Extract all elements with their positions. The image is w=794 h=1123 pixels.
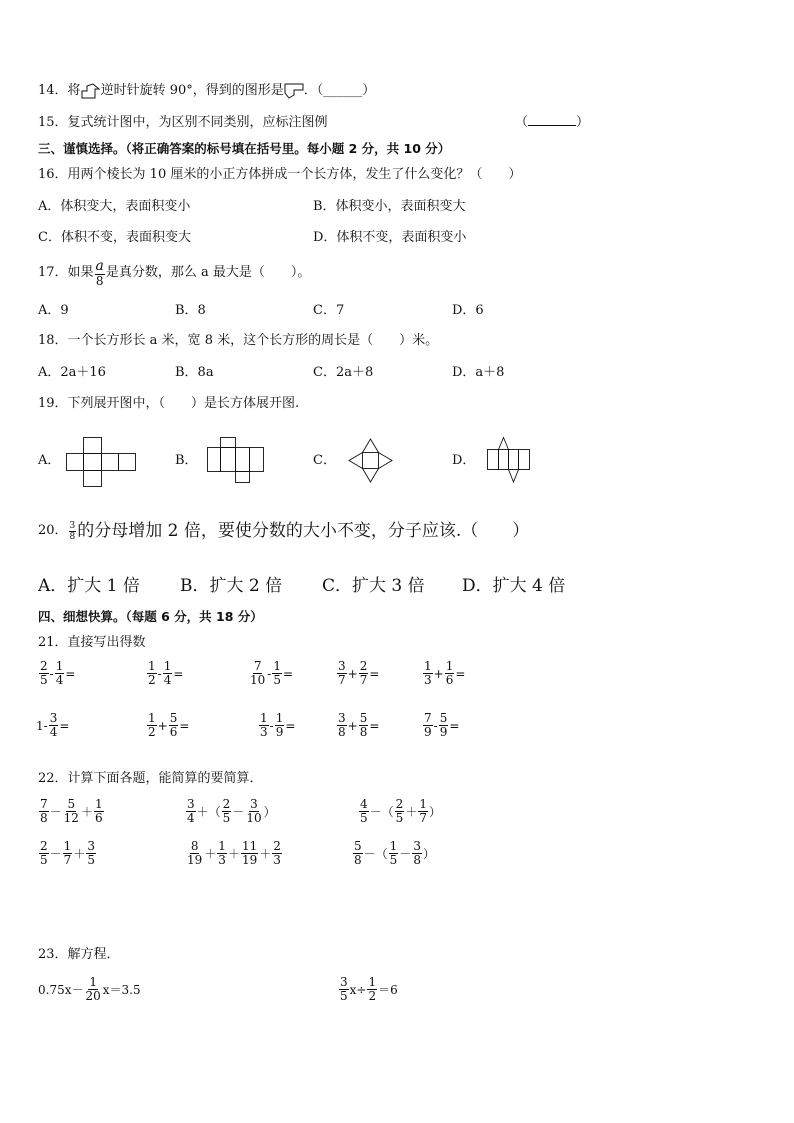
net-d-figure [487, 437, 533, 485]
fraction: $\frac{1}{6}$ [445, 659, 454, 687]
option-20-c: C．扩大 3 倍 [322, 576, 425, 596]
oral-calc-1-4: 3 7 + $\frac{2}{7}$ = [338, 659, 380, 687]
option-16-b: B．体积变小，表面积变大 [313, 199, 466, 214]
fraction: $\frac{5}{8}$ [359, 711, 368, 739]
question-21: 21．直接写出得数 [38, 635, 146, 650]
oral-calc-1-1: 2 5 - $\frac{1}{4}$ = [40, 659, 76, 687]
oral-calc-1-5: 1 3 + $\frac{1}{6}$ = [424, 659, 466, 687]
fraction: 4 5 [360, 797, 368, 825]
option-19-a: A． [38, 453, 61, 468]
calc-expr-2: 3 4 ＋ （ 2 5 － 3 10 ） [187, 797, 276, 825]
calc-expr-1: 7 8 － 5 12 ＋ 1 6 [40, 797, 103, 825]
oral-calc-2-5: 7 9 - $\frac{5}{9}$ = [424, 711, 460, 739]
rotate-shape-original-icon [81, 83, 101, 99]
fraction: 2 3 [273, 839, 281, 867]
calc-expr-6: 5 8 － （ 1 5 － 3 8 ） [354, 839, 435, 867]
fraction: 1 7 [419, 797, 427, 825]
question-23: 23．解方程． [38, 947, 120, 962]
option-16-a: A．体积变大，表面积变小 [38, 199, 191, 214]
question-22: 22．计算下面各题，能简算的要简算． [38, 771, 263, 786]
fraction: 5 12 [63, 797, 79, 825]
question-14: 14．将 逆时针旋转 90°，得到的图形是 ．（______） [38, 83, 376, 98]
fraction: 1 3 [424, 659, 432, 687]
fraction: 2 5 [395, 797, 404, 825]
net-b-figure [207, 437, 267, 485]
oral-calc-2-2: 1 2 + $\frac{5}{6}$ = [148, 711, 190, 739]
fraction: $\frac{1}{9}$ [275, 711, 284, 739]
fraction: 2 5 [40, 839, 48, 867]
option-18-b: B．8a [175, 365, 214, 380]
fraction: 1 6 [94, 797, 103, 825]
oral-calc-2-4: 3 8 + $\frac{5}{8}$ = [338, 711, 380, 739]
calc-expr-4: 2 5 － 1 7 ＋ 3 5 [40, 839, 95, 867]
rotate-shape-result-icon [284, 83, 304, 99]
question-19: 19．下列展开图中，（ ）是长方体展开图. [38, 396, 300, 411]
option-16-c: C．体积不变，表面积变大 [38, 230, 191, 245]
fraction: 1 2 [148, 711, 156, 739]
fraction-3-over-8: 3 8 [69, 520, 76, 542]
fraction: 3 8 [413, 839, 421, 867]
net-c-figure [348, 438, 394, 484]
option-19-b: B． [175, 453, 198, 468]
oral-calc-1-3: 7 10 - $\frac{1}{5}$ = [250, 659, 294, 687]
fraction: 1 2 [148, 659, 156, 687]
question-16: 16．用两个棱长为 10 厘米的小正方体拼成一个长方体，发生了什么变化？（ ） [38, 167, 522, 182]
fraction: 3 8 [338, 711, 346, 739]
question-17: 17．如果 a 8 是真分数，那么 a 最大是（ ）。 [38, 257, 311, 288]
fraction: 1 7 [63, 839, 72, 867]
option-20-d: D．扩大 4 倍 [462, 576, 566, 596]
fraction: 1 5 [389, 839, 398, 867]
question-20: 20． 3 8 的分母增加 2 倍，要使分数的大小不变，分子应该.（ ） [38, 520, 530, 542]
fraction: $\frac{1}{4}$ [163, 659, 172, 687]
equation-2: 3 5 x÷ $\frac{1}{2}$ ＝6 [340, 975, 398, 1003]
fraction: $\frac{1}{4}$ [55, 659, 64, 687]
fraction: 7 8 [40, 797, 48, 825]
fraction: 2 5 [222, 797, 231, 825]
oral-calc-1-2: 1 2 - $\frac{1}{4}$ = [148, 659, 184, 687]
option-20-a: A．扩大 1 倍 [38, 576, 140, 596]
equation-1: 0.75x－ 1 20 x＝3.5 [38, 975, 141, 1003]
option-19-d: D． [452, 453, 476, 468]
option-18-c: C．2a＋8 [313, 365, 374, 380]
fraction: $\frac{3}{4}$ [49, 711, 58, 739]
oral-calc-2-3: 1 3 - $\frac{1}{9}$ = [260, 711, 296, 739]
oral-calc-2-1: 1- $\frac{3}{4}$ = [36, 711, 70, 739]
calc-expr-5: 8 19 ＋ 1 3 ＋ 11 19 ＋ 2 3 [187, 839, 281, 867]
answer-blank-15: （ ） [515, 115, 590, 130]
section-3-heading: 三、谨慎选择。（将正确答案的标号填在括号里。每小题 2 分，共 10 分） [38, 141, 451, 156]
calc-expr-3: 4 5 － （ 2 5 ＋ 1 7 ） [360, 797, 441, 825]
option-17-d: D．6 [452, 303, 484, 318]
option-19-c: C． [313, 453, 336, 468]
fraction: 3 7 [338, 659, 346, 687]
fraction: 1 3 [260, 711, 268, 739]
fraction: 7 10 [250, 659, 266, 687]
option-18-a: A．2a＋16 [38, 365, 106, 380]
fraction: 7 9 [424, 711, 432, 739]
fraction: $\frac{2}{7}$ [359, 659, 368, 687]
fraction: 8 19 [187, 839, 203, 867]
option-16-d: D．体积不变，表面积变小 [313, 230, 467, 245]
fraction: 2 5 [40, 659, 48, 687]
fraction: $\frac{5}{6}$ [169, 711, 178, 739]
fraction: 3 10 [246, 797, 262, 825]
option-17-b: B．8 [175, 303, 206, 318]
fraction: 3 5 [87, 839, 95, 867]
option-17-a: A．9 [38, 303, 69, 318]
option-17-c: C．7 [313, 303, 345, 318]
option-18-d: D．a＋8 [452, 365, 505, 380]
fraction: $\frac{1}{5}$ [273, 659, 281, 687]
fraction: 3 4 [187, 797, 195, 825]
fraction: 5 8 [354, 839, 362, 867]
question-15: 15．复式统计图中，为区别不同类别，应标注图例 [38, 115, 328, 130]
fraction: 1 3 [218, 839, 226, 867]
question-18: 18．一个长方形长 a 米，宽 8 米，这个长方形的周长是（ ）米。 [38, 333, 439, 348]
section-4-heading: 四、细想快算。（每题 6 分，共 18 分） [38, 609, 263, 624]
option-20-b: B．扩大 2 倍 [180, 576, 283, 596]
fraction-a-over-8: a 8 [95, 257, 104, 288]
fraction: 11 19 [241, 839, 258, 867]
fraction: $\frac{5}{9}$ [439, 711, 448, 739]
net-a-figure [66, 437, 138, 487]
